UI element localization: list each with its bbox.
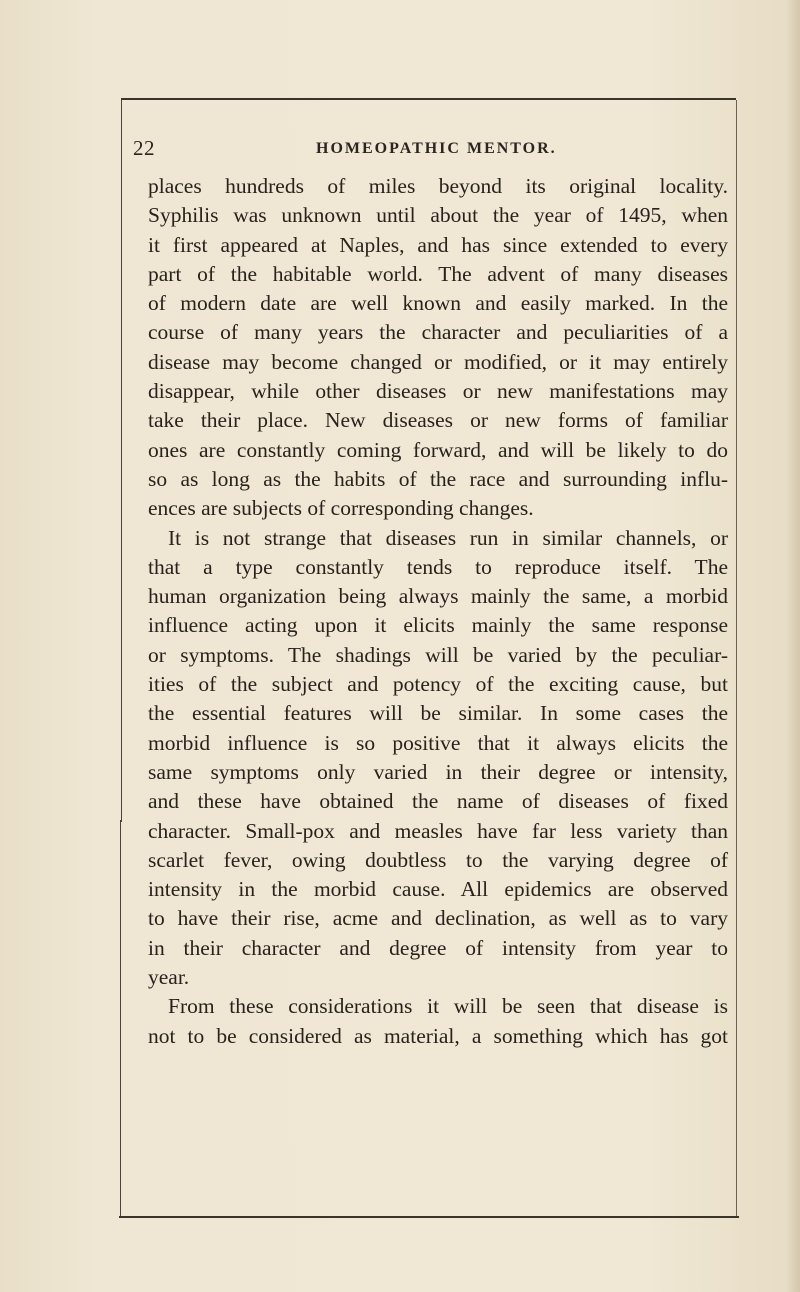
text-line: influence acting upon it elicits mainly the same response [148, 613, 728, 638]
text-line: disease may become changed or modified, or it may entirely [148, 349, 728, 374]
text-line: of modern date are well known and easily marked. In the [148, 291, 728, 316]
text-line: It is not strange that diseases run in similar channels, or [168, 525, 728, 550]
text-line: ones are constantly coming forward, and will be likely to do [148, 437, 728, 462]
text-line: the essential features will be similar. In some cases the [148, 701, 728, 726]
running-title: HOMEOPATHIC MENTOR. [316, 140, 557, 157]
text-line: character. Small-pox and measles have far less variety than [148, 818, 728, 843]
text-line: or symptoms. The shadings will be varied by the peculiar- [148, 642, 728, 667]
page-frame-right-rule [736, 100, 737, 1218]
running-head [133, 136, 723, 166]
text-line: human organization being always mainly the same, a morbid [148, 584, 728, 609]
page-number: 22 [133, 136, 155, 160]
text-line: places hundreds of miles beyond its original locality. [148, 174, 728, 198]
text-line: ities of the subject and potency of the exciting cause, but [148, 672, 728, 697]
text-line: ences are subjects of corresponding changes. [148, 496, 534, 521]
page-frame-left-rule [120, 820, 121, 1216]
text-line: take their place. New diseases or new forms of familiar [148, 408, 728, 433]
text-line: that a type constantly tends to reproduce itself. The [148, 554, 728, 579]
page-frame-bottom-rule [119, 1216, 739, 1218]
text-line: course of many years the character and peculiarities of a [148, 320, 728, 345]
text-line: From these considerations it will be seen that disease is [168, 994, 728, 1019]
text-line: scarlet fever, owing doubtless to the varying degree of [148, 847, 728, 872]
body-text [148, 172, 728, 1051]
text-line: disappear, while other diseases or new manifestations may [148, 379, 728, 404]
text-line: Syphilis was unknown until about the year of 1495, when [148, 203, 728, 228]
text-line: to have their rise, acme and declination, as well as to vary [148, 906, 728, 931]
text-line: year. [148, 965, 190, 990]
text-line: part of the habitable world. The advent of many diseases [148, 261, 728, 286]
page-edge-shadow [786, 0, 800, 1292]
text-line: morbid influence is so positive that it always elicits the [148, 730, 728, 755]
text-line: same symptoms only varied in their degree or intensity, [148, 759, 728, 784]
text-line: so as long as the habits of the race and surrounding influ- [148, 466, 728, 491]
text-line: in their character and degree of intensity from year to [148, 935, 728, 960]
text-line: it first appeared at Naples, and has since extended to every [148, 232, 728, 257]
text-line: not to be considered as material, a something which has got [148, 1023, 728, 1048]
text-line: intensity in the morbid cause. All epidemics are observed [148, 877, 728, 902]
text-line: and these have obtained the name of diseases of fixed [148, 789, 728, 814]
